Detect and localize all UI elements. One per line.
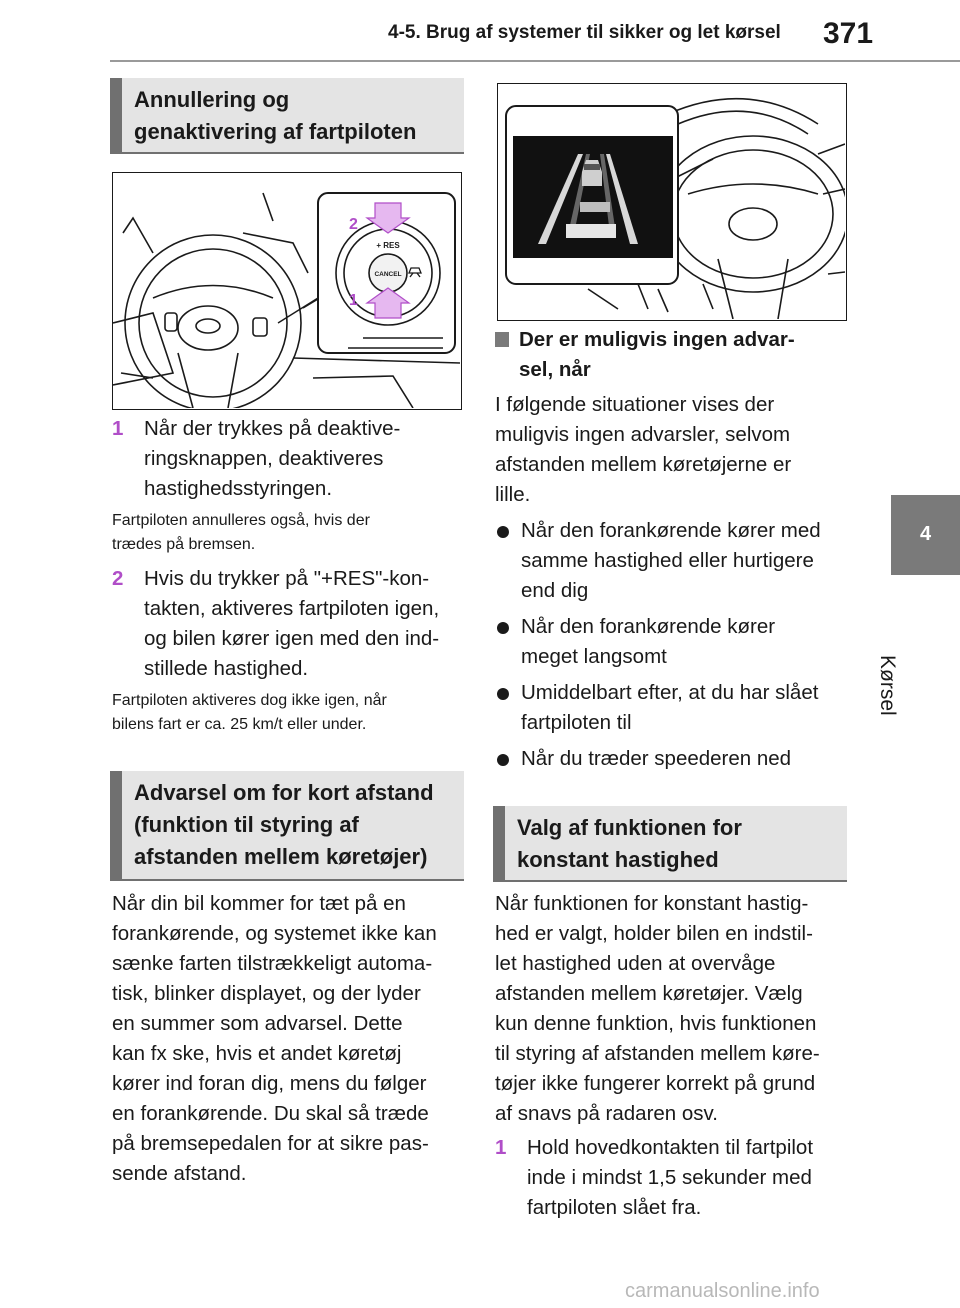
section-heading-distance-warning <box>110 771 464 881</box>
text-line: inde i mindst 1,5 sekunder med <box>527 1166 812 1189</box>
text-line: afstanden mellem køretøjer. Vælg <box>495 982 803 1005</box>
text-line: sende afstand. <box>112 1162 247 1185</box>
heading-line: genaktivering af fartpiloten <box>134 119 417 144</box>
step-number: 1 <box>495 1136 507 1159</box>
square-bullet-icon <box>495 332 509 347</box>
text-line: tisk, blinker displayet, og der lyder <box>112 982 421 1005</box>
note-speed-limit <box>112 689 462 737</box>
text-line: sænke farten tilstrækkeligt automa- <box>112 952 433 975</box>
text-line: ringsknappen, deaktiveres <box>144 447 384 470</box>
subheading-no-warning <box>495 325 855 385</box>
list-item-text <box>521 744 791 774</box>
text-line: trædes på bremsen. <box>112 536 256 553</box>
text-line: stillede hastighed. <box>144 657 309 680</box>
text-line: Hvis du trykker på "+RES"-kon- <box>144 567 430 590</box>
step-text <box>527 1133 813 1223</box>
text-line: kun denne funktion, hvis funktionen <box>495 1012 817 1035</box>
text-line: Umiddelbart efter, at du har slået <box>521 681 819 704</box>
text-line: af snavs på radaren osv. <box>495 1102 718 1125</box>
list-item <box>495 612 855 672</box>
steering-wheel-illustration <box>113 173 460 408</box>
figure-display-warning <box>497 83 847 321</box>
text-line: Når den forankørende kører med <box>521 519 821 542</box>
text-line: fartpiloten slået fra. <box>527 1196 702 1219</box>
text-line: Når der trykkes på deaktive- <box>144 417 401 440</box>
text-line: Der er muligvis ingen advar- <box>519 328 795 351</box>
text-line: fartpiloten til <box>521 711 632 734</box>
heading-line: (funktion til styring af <box>134 812 359 837</box>
text-line: på bremsepedalen for at sikre pas- <box>112 1132 429 1155</box>
bullet-icon <box>497 754 509 766</box>
bullet-icon <box>497 622 509 634</box>
text-line: kan fx ske, hvis et andet køretøj <box>112 1042 402 1065</box>
bullet-icon <box>497 526 509 538</box>
step-1-hold-switch <box>495 1133 855 1223</box>
section-heading-cancel-resume <box>110 78 464 154</box>
page-number: 371 <box>823 17 874 50</box>
dashboard-display-illustration <box>498 84 845 319</box>
text-line: en forankørende. Du skal så træde <box>112 1102 429 1125</box>
text-line: Fartpiloten aktiveres dog ikke igen, når <box>112 692 387 709</box>
step-number: 2 <box>112 567 124 590</box>
chapter-tab <box>891 495 960 575</box>
text-line: meget langsomt <box>521 645 667 668</box>
text-line: hed er valgt, holder bilen en indstil- <box>495 922 813 945</box>
chapter-label-text: Kørsel <box>876 655 899 716</box>
paragraph-distance-warning <box>112 889 467 1189</box>
text-line: hastighedsstyringen. <box>144 477 333 500</box>
heading-line: Annullering og <box>134 87 290 112</box>
heading-line: Advarsel om for kort afstand <box>134 780 434 805</box>
step-text <box>144 414 400 504</box>
res-button-label: + RES <box>376 241 400 250</box>
figure-steering-switch <box>112 172 462 410</box>
text-line: Fartpiloten annulleres også, hvis der <box>112 512 370 529</box>
text-line: til styring af afstanden mellem køre- <box>495 1042 820 1065</box>
paragraph-constant-speed <box>495 889 857 1129</box>
text-line: Når du træder speederen ned <box>521 747 792 770</box>
list-item-text <box>521 516 821 606</box>
list-item-text <box>521 612 775 672</box>
text-line: Når den forankørende kører <box>521 615 776 638</box>
heading-line: afstanden mellem køretøjer) <box>134 844 428 869</box>
callout-1: 1 <box>349 292 358 309</box>
bullet-icon <box>497 688 509 700</box>
text-line: bilens fart er ca. 25 km/t eller under. <box>112 716 367 733</box>
step-1-cancel <box>112 414 462 504</box>
text-line: kører ind foran dig, mens du følger <box>112 1072 427 1095</box>
text-line: Når din bil kommer for tæt på en <box>112 892 406 915</box>
note-brake <box>112 509 462 557</box>
text-line: sel, når <box>519 358 591 381</box>
text-line: tøjer ikke fungerer korrekt på grund <box>495 1072 816 1095</box>
watermark: carmanualsonline.info <box>625 1280 820 1302</box>
chapter-number: 4 <box>919 523 932 545</box>
text-line: lille. <box>495 483 531 506</box>
list-item <box>495 516 855 606</box>
text-line: samme hastighed eller hurtigere <box>521 549 814 572</box>
step-number: 1 <box>112 417 124 440</box>
list-item <box>495 744 855 774</box>
chapter-label <box>876 600 925 716</box>
text-line: forankørende, og systemet ikke kan <box>112 922 437 945</box>
text-line: muligvis ingen advarsler, selvom <box>495 423 791 446</box>
text-line: afstanden mellem køretøjerne er <box>495 453 792 476</box>
header-divider <box>110 60 960 62</box>
text-line: Hold hovedkontakten til fartpilot <box>527 1136 814 1159</box>
cancel-button-label: CANCEL <box>374 271 402 278</box>
text-line: end dig <box>521 579 589 602</box>
step-text <box>144 564 439 684</box>
section-heading-constant-speed <box>493 806 847 882</box>
text-line: let hastighed uden at overvåge <box>495 952 776 975</box>
running-header: 4-5. Brug af systemer til sikker og let kørsel <box>388 22 781 43</box>
text-line: Når funktionen for konstant hastig- <box>495 892 809 915</box>
text-line: og bilen kører igen med den ind- <box>144 627 440 650</box>
text-line: takten, aktiveres fartpiloten igen, <box>144 597 440 620</box>
heading-line: Valg af funktionen for <box>517 815 742 840</box>
heading-line: konstant hastighed <box>517 847 719 872</box>
list-item-text <box>521 678 818 738</box>
text-line: en summer som advarsel. Dette <box>112 1012 403 1035</box>
callout-2: 2 <box>349 216 358 233</box>
text-line: I følgende situationer vises der <box>495 393 775 416</box>
list-item <box>495 678 855 738</box>
step-2-resume <box>112 564 464 684</box>
subheading-text <box>519 325 795 385</box>
paragraph-no-warning-intro <box>495 390 855 510</box>
